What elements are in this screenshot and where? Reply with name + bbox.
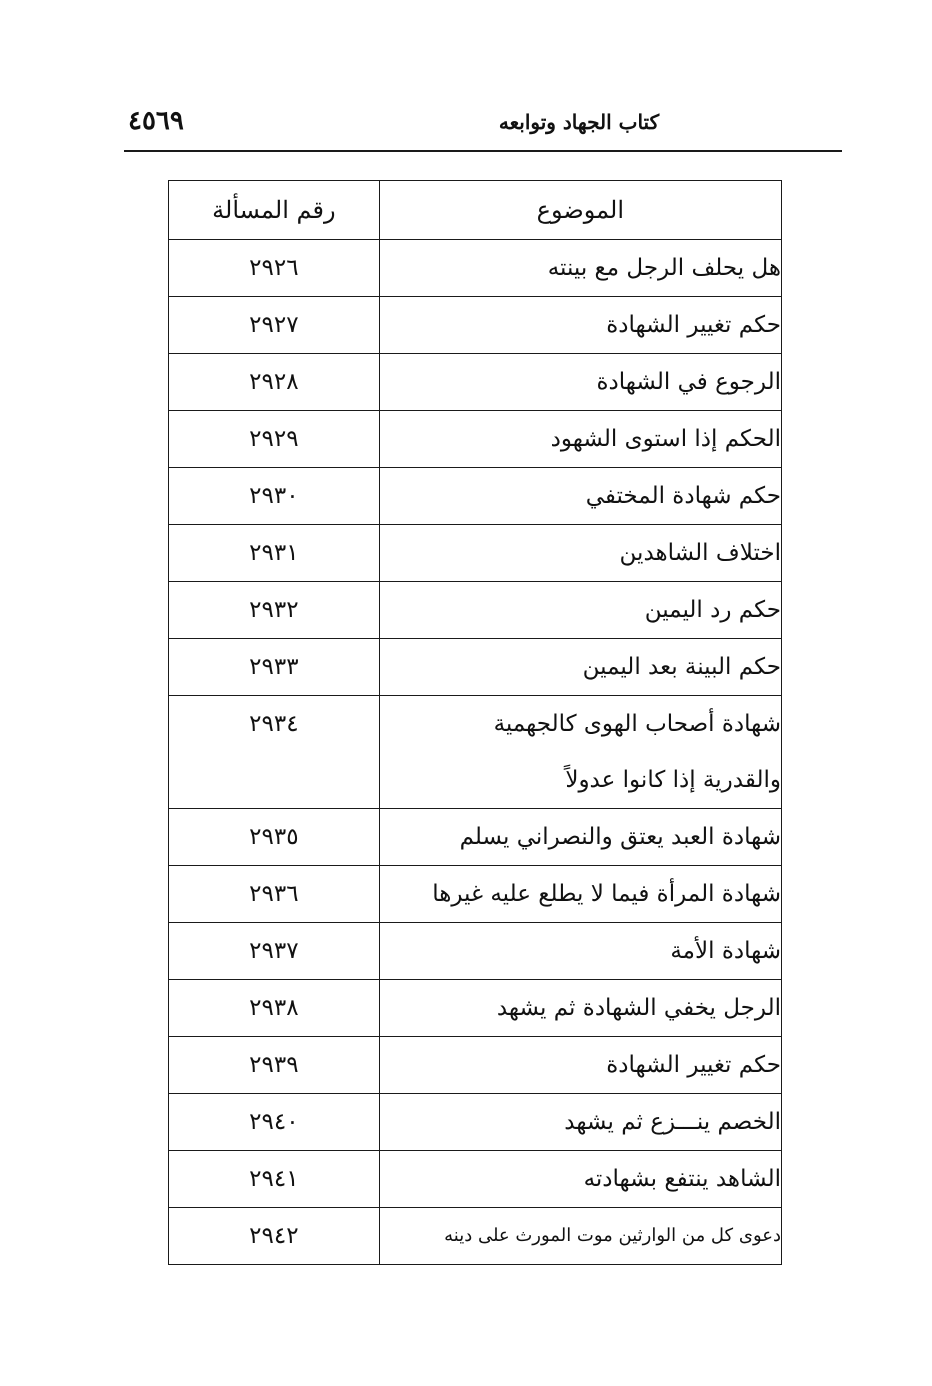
number-cell: ٢٩٢٧ bbox=[169, 297, 380, 354]
table-row bbox=[169, 696, 782, 809]
number-cell: ٢٩٣٠ bbox=[169, 468, 380, 525]
topic-column-header: الموضوع bbox=[379, 181, 781, 240]
number-cell: ٢٩٣٨ bbox=[169, 980, 380, 1037]
running-title: كتاب الجهاد وتوابعه bbox=[498, 110, 660, 134]
number-cell: ٢٩٤٠ bbox=[169, 1094, 380, 1151]
number-cell: ٢٩٣٧ bbox=[169, 923, 380, 980]
table-row bbox=[169, 980, 782, 1037]
table-row bbox=[169, 1037, 782, 1094]
topic-cell: اختلاف الشاهدين bbox=[379, 525, 781, 582]
table-row bbox=[169, 297, 782, 354]
number-column-header: رقم المسألة bbox=[169, 181, 380, 240]
topic-cell: حكم شهادة المختفي bbox=[379, 468, 781, 525]
number-cell: ٢٩٣١ bbox=[169, 525, 380, 582]
number-cell: ٢٩٤٢ bbox=[169, 1208, 380, 1265]
number-cell: ٢٩٣٦ bbox=[169, 866, 380, 923]
topic-cell: الرجوع في الشهادة bbox=[379, 354, 781, 411]
topic-cell bbox=[379, 696, 781, 809]
topic-cell: حكم تغيير الشهادة bbox=[379, 297, 781, 354]
topic-cell: الرجل يخفي الشهادة ثم يشهد bbox=[379, 980, 781, 1037]
table-row bbox=[169, 354, 782, 411]
table-row bbox=[169, 809, 782, 866]
topic-cell: دعوى كل من الوارثين موت المورث على دينه bbox=[379, 1208, 781, 1265]
table-row bbox=[169, 923, 782, 980]
topic-cell: هل يحلف الرجل مع بينته bbox=[379, 240, 781, 297]
number-cell: ٢٩٣٩ bbox=[169, 1037, 380, 1094]
number-cell: ٢٩٣٤ bbox=[169, 696, 380, 809]
topic-line-2: والقدرية إذا كانوا عدولاً bbox=[565, 767, 781, 793]
topic-cell: شهادة العبد يعتق والنصراني يسلم bbox=[379, 809, 781, 866]
number-cell: ٢٩٢٩ bbox=[169, 411, 380, 468]
topic-cell: شهادة الأمة bbox=[379, 923, 781, 980]
page-number: ٤٥٦٩ bbox=[128, 106, 184, 136]
topic-cell: الخصم ينـــزع ثم يشهد bbox=[379, 1094, 781, 1151]
page-header bbox=[124, 100, 842, 152]
table-row bbox=[169, 1208, 782, 1265]
table-row bbox=[169, 240, 782, 297]
number-cell: ٢٩٢٦ bbox=[169, 240, 380, 297]
table-row bbox=[169, 582, 782, 639]
number-cell: ٢٩٤١ bbox=[169, 1151, 380, 1208]
number-cell: ٢٩٣٥ bbox=[169, 809, 380, 866]
table-header-row bbox=[169, 181, 782, 240]
table-row bbox=[169, 525, 782, 582]
topic-cell: الحكم إذا استوى الشهود bbox=[379, 411, 781, 468]
table-row bbox=[169, 1151, 782, 1208]
topic-cell: حكم البينة بعد اليمين bbox=[379, 639, 781, 696]
table-row bbox=[169, 411, 782, 468]
number-cell: ٢٩٢٨ bbox=[169, 354, 380, 411]
table-row bbox=[169, 639, 782, 696]
number-cell: ٢٩٣٢ bbox=[169, 582, 380, 639]
table-row bbox=[169, 468, 782, 525]
topic-line-1: شهادة أصحاب الهوى كالجهمية bbox=[493, 711, 781, 737]
topic-cell: حكم رد اليمين bbox=[379, 582, 781, 639]
number-cell: ٢٩٣٣ bbox=[169, 639, 380, 696]
topic-cell: شهادة المرأة فيما لا يطلع عليه غيرها bbox=[379, 866, 781, 923]
table-row bbox=[169, 1094, 782, 1151]
topic-cell: حكم تغيير الشهادة bbox=[379, 1037, 781, 1094]
table-row bbox=[169, 866, 782, 923]
topic-cell: الشاهد ينتفع بشهادته bbox=[379, 1151, 781, 1208]
index-table bbox=[168, 180, 782, 1265]
